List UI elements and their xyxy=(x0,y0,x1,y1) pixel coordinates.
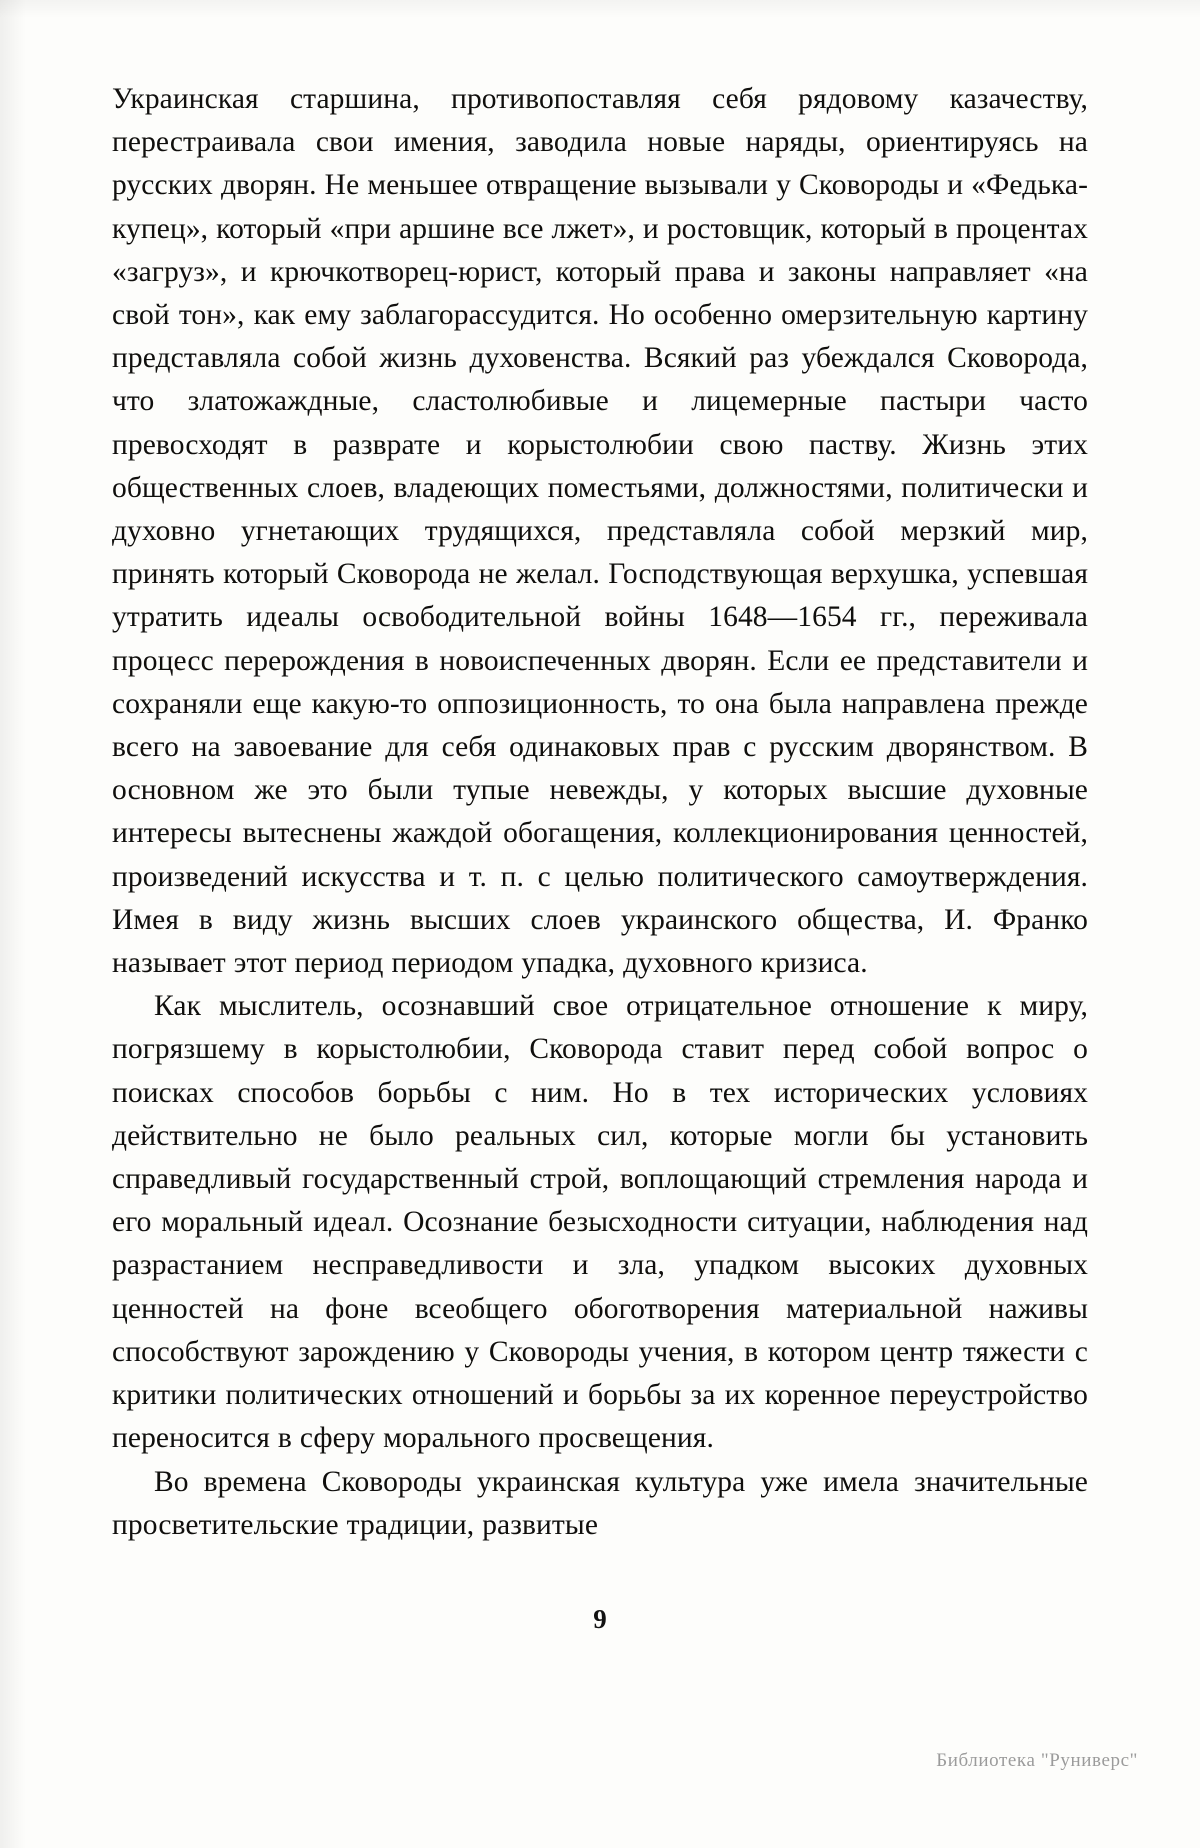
paragraph-2: Как мыслитель, осознавший свое отрицательное отношение к миру, погрязшему в корыстолюбии, Сковорода ставит перед собой вопрос о поисках способов борьбы с ним. Но в тех исторических условиях действительно не было реальных сил, которые могли бы установить справедливый государственный строй, воплощающий стремления народа и его моральный идеал. Осознание безысходности ситуации, наблюдения над разрастанием несправедливости и зла, упадком высоких духовных ценностей на фоне всеобщего обоготворения материальной наживы способствуют зарождению у Сковороды учения, в котором центр тяжести с критики политических отношений и борьбы за их коренное переустройство переносится в сферу морального просвещения. xyxy=(112,990,1088,1455)
scan-edge-shadow-left xyxy=(0,0,26,1848)
scan-edge-shadow-top xyxy=(0,0,1200,18)
paragraph-3: Во времена Сковороды украинская культура уже имела значительные просветительские традиции, развитые xyxy=(112,1465,1088,1541)
library-watermark: Библиотека "Руниверс" xyxy=(936,1750,1138,1771)
page-number: 9 xyxy=(593,1604,607,1634)
paragraph-1: Украинская старшина, противопоставляя себя рядовому казачеству, перестраивала свои имения, заводила новые наряды, ориентируясь на русских дворян. Не меньшее отвращение вызывали у Сковороды и «Федька-купец», который «при аршине все лжет», и ростовщик, который в процентах «загруз», и крючкотворец-юрист, который права и законы направляет «на свой тон», как ему заблагорассудится. Но особенно омерзительную картину представляла собой жизнь духовенства. Всякий раз убеждался Сковорода, что златожаждные, сластолюбивые и лицемерные пастыри часто превосходят в разврате и корыстолюбии свою паству. Жизнь этих общественных слоев, владеющих поместьями, должностями, политически и духовно угнетающих трудящихся, представляла собой мерзкий мир, принять который Сковорода не желал. Господствующая верхушка, успевшая утратить идеалы освободительной войны 1648—1654 гг., переживала процесс перерождения в новоиспеченных дворян. Если ее представители и сохраняли еще какую-то оппозиционность, то она была направлена прежде всего на завоевание для себя одинаковых прав с русским дворянством. В основном же это были тупые невежды, у которых высшие духовные интересы вытеснены жаждой обогащения, коллекционирования ценностей, произведений искусства и т. п. с целью политического самоутверждения. Имея в виду жизнь высших слоев украинского общества, И. Франко называет этот период периодом упадка, духовного кризиса. xyxy=(112,83,1088,980)
body-text-column xyxy=(112,78,1088,1547)
